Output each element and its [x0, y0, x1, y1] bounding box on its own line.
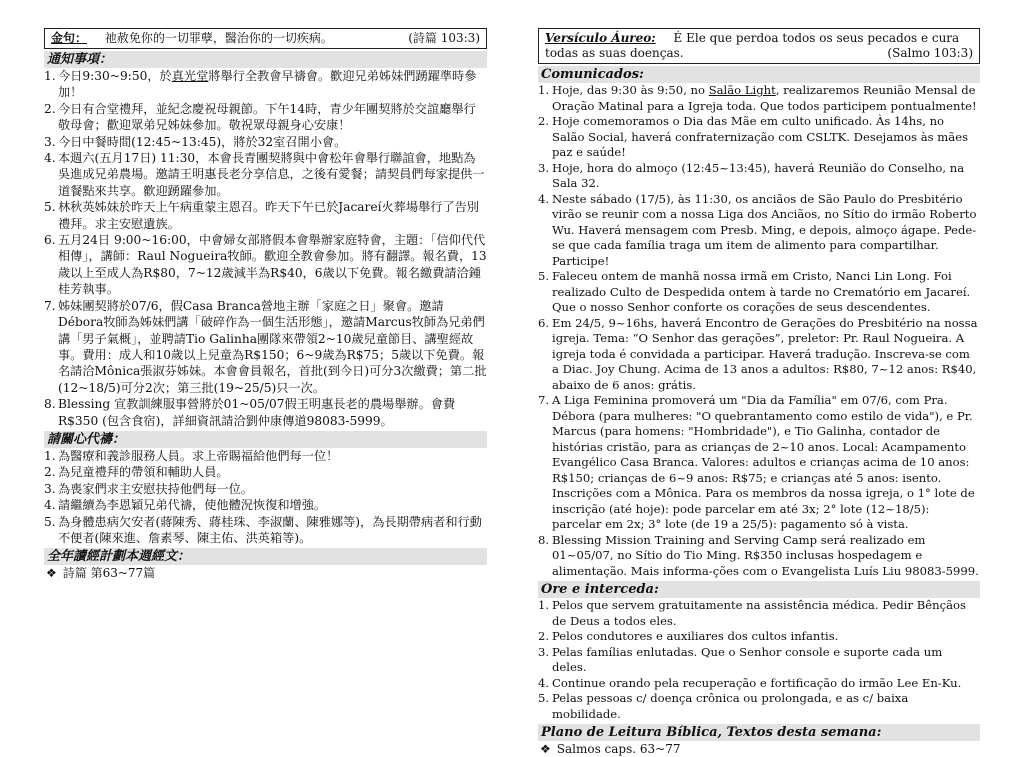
- comunicados-heading: Comunicados:: [538, 66, 980, 83]
- versiculo-ref: (Salmo 103:3): [887, 46, 973, 60]
- versiculo-text: É Ele que perdoa todos os seus pecados e cura todas as suas doenças.: [545, 31, 960, 60]
- comunicado-item: 1. Hoje, das 9:30 às 9:50, no Salão Light, realizaremos Reunião Mensal de Oração Matinal para a Igreja toda. Que todos participem pontualmente!: [538, 83, 977, 113]
- golden-verse-label: 金句：: [51, 31, 88, 45]
- comunicado-item: 3. Hoje, hora do almoço (12:45~13:45), haverá Reunião do Conselho, na Sala 32.: [538, 160, 965, 190]
- diamond-bullet-icon: ❖: [46, 566, 57, 581]
- ore-item: 1. Pelos que servem gratuitamente na assistência médica. Pedir Bênçãos de Deus a todos eles.: [538, 598, 966, 628]
- reading-line: [44, 565, 487, 581]
- prayer-item: 1. 為醫療和義診服務人員。求上帝賜福給他們每一位！: [44, 448, 339, 463]
- announcement-item: 7. 姊妹團契將於07/6，假Casa Branca營地主辦「家庭之日」聚會。邀請Débora牧師為姊妹們講「破碎作為一個生活形態」，邀請Marcus牧師為兄弟們講「男子氣概」，並聘請Tio Galinha團隊來帶領2~10歲兒童節目、講聖經故事。費用：成人和10歲以上兒童為R$150；6~9歲為R$75；5歲以下免費。報名請洽Mônica張淑芬姊妹。本會會員報名，首批(到今日)可分3次繳費；第二批(12~18/5)可分2次；第三批(19~25/5)只一次。: [44, 298, 487, 395]
- ore-item: 3. Pelas famílias enlutadas. Que o Senhor console e suporte cada um deles.: [538, 644, 943, 674]
- prayer-item: 2. 為兒童禮拜的帶領和輔助人員。: [44, 465, 229, 480]
- prayer-item: 3. 為喪家們求主安慰扶持他們每一位。: [44, 481, 253, 496]
- ore-item: 4. Continue orando pela recuperação e fortificação do irmão Lee En-Ku.: [538, 675, 962, 690]
- plano-leitura-line: [538, 741, 980, 757]
- prayer-item: 5. 為身體患病欠安者(蔣陳秀、蔣桂珠、李淑蘭、陳雅娜等)，為長期帶病者和行動不便者(陳來進、詹素琴、陳主佑、洪英箱等)。: [44, 514, 482, 545]
- announcement-item: 3. 今日中餐時間(12:45~13:45)，將於32室召開小會。: [44, 134, 347, 149]
- announcements-list: [44, 68, 487, 429]
- golden-verse-ref: (詩篇 103:3): [408, 31, 480, 45]
- announcement-item: 1. 今日9:30~9:50，於真光堂將舉行全教會早禱會。歡迎兄弟姊妹們踴躍準時參加！: [44, 69, 477, 100]
- ore-item: 5. Pelas pessoas c/ doença crônica ou prolongada, e as c/ baixa mobilidade.: [538, 691, 909, 721]
- prayer-list: [44, 448, 487, 546]
- comunicado-item: 6. Em 24/5, 9~16hs, haverá Encontro de Gerações do Presbitério na nossa igreja. Tema: “O Senhor das gerações”, preletor: Pr. Raul Nogueira. A igreja toda é convidada a participar. Haverá tradução. Inscreva-se com a Diac. Joy Chung. Acima de 13 anos a adultos: R$80, 7~12 anos: R$40, abaixo de 6 anos: grátis.: [538, 315, 978, 392]
- comunicado-item: 8. Blessing Mission Training and Serving Camp será realizado em 01~05/07, no Sítio do Tio Ming. R$350 inclusas hospedagem e alimentação. Mais informa-ções com o Evangelista Luís Liu 98083-5999.: [538, 532, 979, 578]
- portuguese-column: [538, 28, 980, 757]
- plano-leitura-text: Salmos caps. 63~77: [556, 742, 681, 756]
- comunicado-item: 2. Hoje comemoramos o Dia das Mãe em culto unificado. Às 14hs, no Salão Social, haverá confraternização com CSLTK. Desejamos às mães paz e saúde!: [538, 114, 969, 159]
- ore-heading: Ore e interceda:: [538, 581, 980, 598]
- versiculo-aureo-box: [538, 28, 980, 64]
- reading-text: 詩篇 第63~77篇: [62, 566, 156, 581]
- ore-item: 2. Pelos condutores e auxiliares dos cultos infantis.: [538, 629, 839, 643]
- announcement-item: 6. 五月24日 9:00~16:00，中會婦女部將假本會舉辦家庭特會，主題：「信仰代代相傳」，講師：Raul Nogueira牧師。歡迎全教會參加。將有翻譯。報名費，13歲以上至成人為R$80，7~12歲減半為R$40，6歲以下免費。報名繳費請洽鍾桂芳執事。: [44, 233, 487, 297]
- prayer-heading: 請關心代禱：: [44, 431, 487, 448]
- versiculo-label: Versículo Áureo:: [545, 31, 656, 45]
- comunicado-item: 7. A Liga Feminina promoverá um "Dia da Família" em 07/6, com Pra. Débora (para mulheres: "O quebrantamento como estilo de vida"), e Pr. Marcus (para homens: "Hombridade"), e Tio Galinha, contador de histórias cristão, para as crianças de 2~10 anos. Local: Acampamento Evangélico Casa Branca. Valores: adultos e crianças acima de 10 anos: R$150; crianças de 6~9 anos: R$75; e crianças até 5 anos: isento. Inscrições com a Mônica. Para os membros da nossa igreja, o 1° lote de inscrição (até hoje): pode parcelar em até 3x; 2° lote (12~18/5): parcelar em 2x; 3° lote (de 19 a 25/5): pagamento só à vista.: [538, 393, 975, 531]
- chinese-column: [44, 28, 487, 581]
- reading-heading: 全年讀經計劃本週經文：: [44, 548, 487, 565]
- comunicado-item: 4. Neste sábado (17/5), às 11:30, os anciãos de São Paulo do Presbitério virão se reunir com a nossa Liga dos Anciãos, no Sítio do irmão Roberto Wu. Haverá mensagem com Presb. Ming, e depois, almoço ágape. Pede-se que cada família traga um item de alimento para compartilhar. Participe!: [538, 191, 977, 268]
- announcement-item: 2. 今日有合堂禮拜，並紀念慶祝母親節。下午14時，青少年團契將於交誼廳舉行敬母會；歡迎眾弟兄姊妹參加。敬祝眾母親身心安康！: [44, 101, 476, 133]
- announcement-item: 4. 本週六(五月17日) 11:30，本會長青團契將與中會松年會舉行聯誼會，地點為吳進成兄弟農場。邀請王明惠長老分享信息，之後有愛餐；請契員們每家提供一道餐點來共享。歡迎踴躍參加。: [44, 151, 485, 198]
- ore-list: [538, 598, 980, 722]
- announcements-heading: 通知事項：: [44, 51, 487, 68]
- comunicado-item: 5. Faleceu ontem de manhã nossa irmã em Cristo, Nanci Lin Long. Foi realizado Culto de Despedida ontem à tarde no Crematório em Jacareí. Que o nosso Senhor conforte os corações de seus descendentes.: [538, 269, 971, 314]
- venue-link: 真光堂: [171, 69, 209, 83]
- announcement-item: 8. Blessing 宣教訓練服事營將於01~05/07假王明惠長老的農場舉辦。會費R$350 (包含食宿)，詳細資訊請洽劉仲康傳道98083-5999。: [44, 397, 456, 428]
- comunicados-list: [538, 83, 980, 579]
- diamond-bullet-icon: ❖: [540, 742, 551, 756]
- golden-verse-box: [44, 28, 487, 49]
- venue-link: Salão Light: [708, 83, 776, 97]
- golden-verse-text: 祂赦免你的一切罪孽，醫治你的一切疾病。: [104, 31, 333, 45]
- plano-leitura-heading: Plano de Leitura Bíblica, Textos desta semana:: [538, 724, 980, 741]
- announcement-item: 5. 林秋英姊妹於昨天上午病重蒙主恩召。昨天下午已於Jacareí火葬場舉行了告別禮拜。求主安慰遺族。: [44, 200, 479, 231]
- prayer-item: 4. 請繼續為李恩穎兄弟代禱，使他體況恢復和增強。: [44, 498, 327, 513]
